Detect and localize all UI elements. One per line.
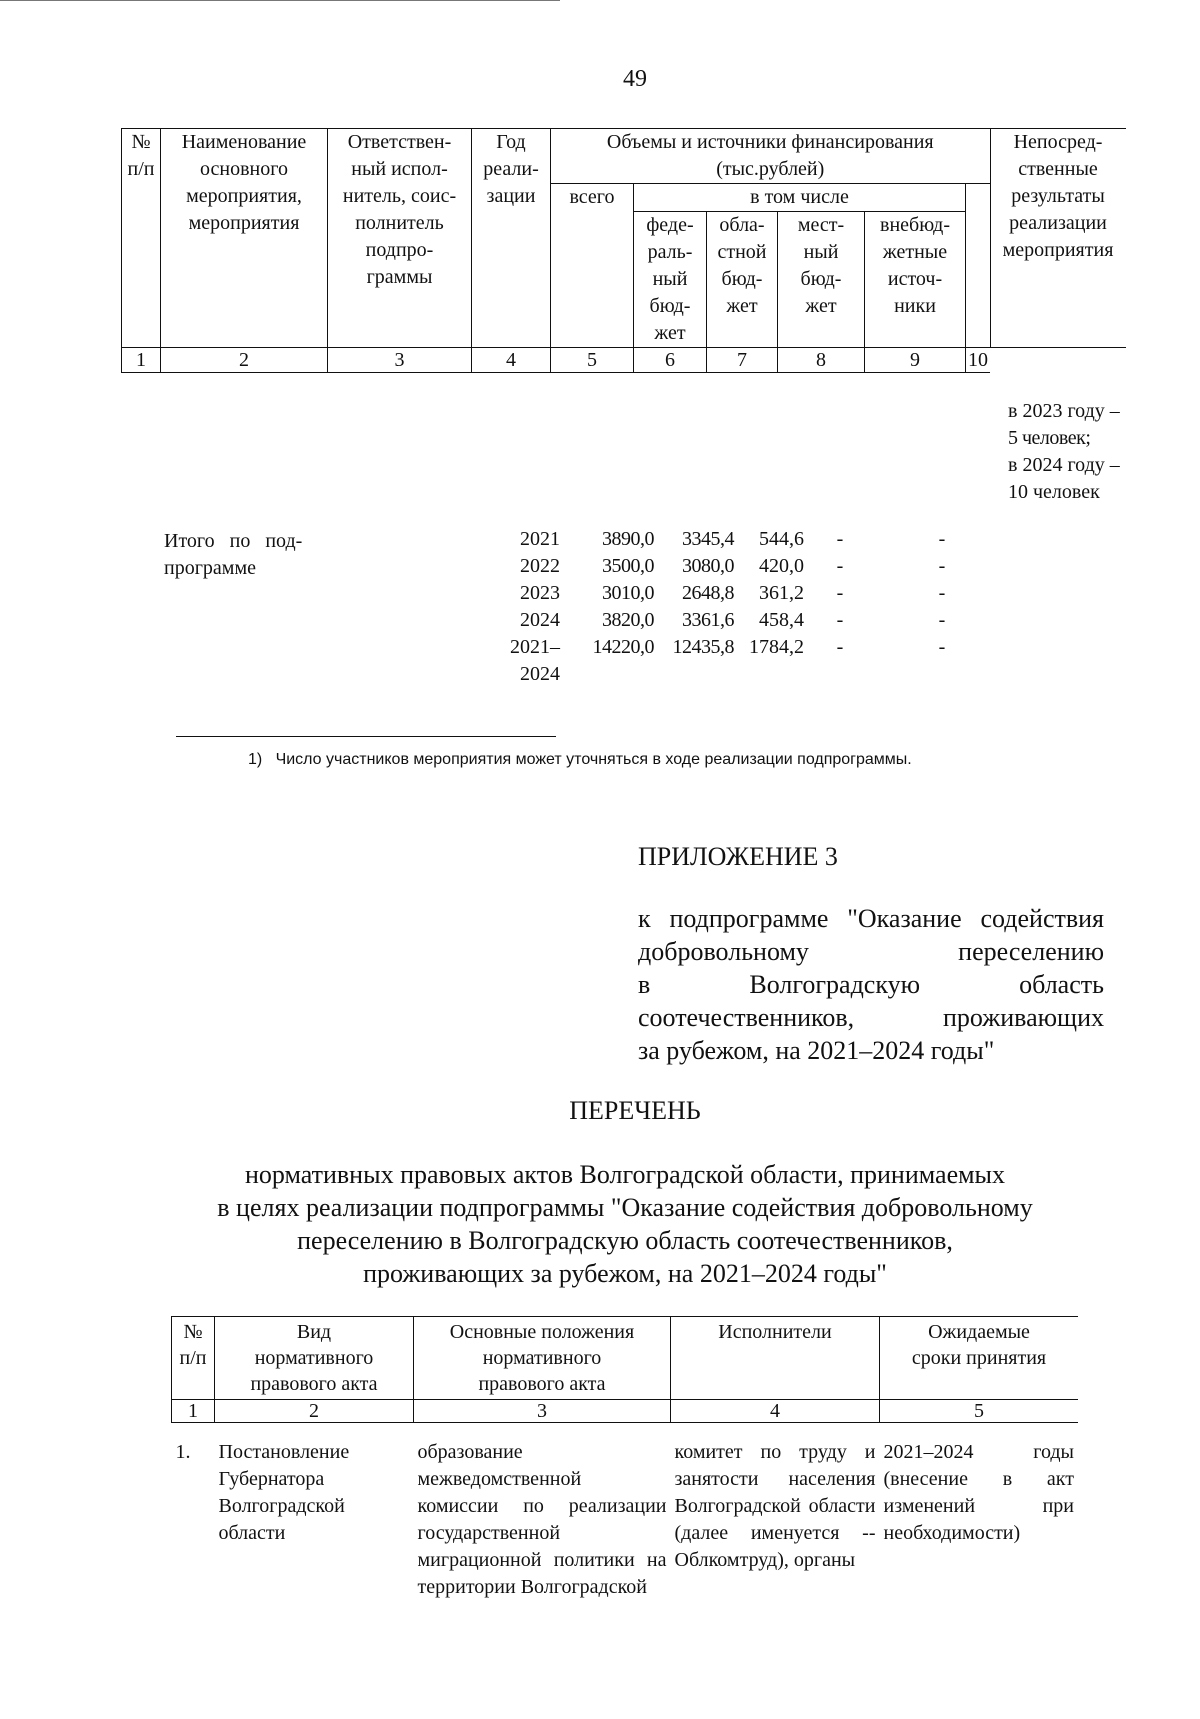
col-num-5: 5 xyxy=(551,348,634,373)
totals-federal: 3345,4 3080,0 2648,8 3361,6 12435,8 xyxy=(672,528,734,658)
col-num-7: 7 xyxy=(707,348,778,373)
col-num-10: 10 xyxy=(966,348,991,373)
list-subtitle: нормативных правовых актов Волгоградской области, принимаемых в целях реализации подпрограммы "Оказание содействия добровольному переселению в Волгоградскую область соотечественников, проживающих за рубежом, на 2021–2024 годы" xyxy=(217,1160,1033,1288)
row-executors: комитет по труду и занятости населения Волгоградской области (далее именуется -- Облкомтруд), органы xyxy=(674,1441,876,1571)
header-federal: феде- раль- ный бюд- жет xyxy=(634,212,707,348)
t2-header-terms: Ожидаемые сроки принятия xyxy=(880,1317,1079,1400)
header-responsible: Ответствен- ный испол- нитель, соис- полнитель подпро- граммы xyxy=(328,129,472,348)
t2-col-num-5: 5 xyxy=(880,1400,1079,1423)
list-title: ПЕРЕЧЕНЬ xyxy=(569,1096,701,1125)
page-number: 49 xyxy=(623,66,647,92)
financing-table-header xyxy=(121,128,1126,373)
top-rule xyxy=(0,0,560,1)
t2-col-num-3: 3 xyxy=(414,1400,671,1423)
col-num-9: 9 xyxy=(865,348,966,373)
appendix-title: ПРИЛОЖЕНИЕ 3 xyxy=(638,842,838,871)
row-provisions: образование межведомственной комиссии по реализации государственной миграционной политики на территории Волгоградской xyxy=(417,1441,667,1598)
totals-label: Итого по под- программе xyxy=(164,530,303,579)
col-num-4: 4 xyxy=(472,348,551,373)
t2-col-num-4: 4 xyxy=(671,1400,880,1423)
totals-total: 3890,0 3500,0 3010,0 3820,0 14220,0 xyxy=(592,528,654,658)
row-number: 1. xyxy=(175,1441,191,1463)
header-extra: внебюд- жетные источ- ники xyxy=(865,212,966,348)
footnote-rule xyxy=(176,736,556,737)
t2-header-number: № п/п xyxy=(172,1317,215,1400)
totals-regional: 544,6 420,0 361,2 458,4 1784,2 xyxy=(749,528,804,658)
header-event-name: Наименование основного мероприятия, мероприятия xyxy=(161,129,328,348)
col-num-1: 1 xyxy=(122,348,161,373)
totals-years: 2021 2022 2023 2024 2021– 2024 xyxy=(510,528,560,685)
t2-col-num-1: 1 xyxy=(172,1400,215,1423)
header-funding-group: Объемы и источники финансирования (тыс.рублей) xyxy=(551,129,991,184)
col-num-2: 2 xyxy=(161,348,328,373)
header-number: № п/п xyxy=(122,129,161,348)
footnote: 1) Число участников мероприятия может уточняться в ходе реализации подпрограммы. xyxy=(248,751,912,768)
header-regional: обла- стной бюд- жет xyxy=(707,212,778,348)
t2-header-provisions: Основные положения нормативного правового акта xyxy=(414,1317,671,1400)
header-local: мест- ный бюд- жет xyxy=(778,212,865,348)
col-num-8: 8 xyxy=(778,348,865,373)
t2-header-type: Вид нормативного правового акта xyxy=(215,1317,414,1400)
result-note: в 2023 году – 5 человек; в 2024 году – 10 человек xyxy=(1008,400,1120,503)
header-including: в том числе xyxy=(634,184,966,212)
totals-extra: - - - - - xyxy=(938,528,946,658)
row-act-type: Постановление Губернатора Волгоградской области xyxy=(218,1441,350,1544)
totals-local: - - - - - xyxy=(836,528,844,658)
table-row xyxy=(172,1423,1079,1602)
t2-header-executors: Исполнители xyxy=(671,1317,880,1400)
header-results: Непосред- ственные результаты реализации мероприятия xyxy=(990,129,1126,348)
col-num-6: 6 xyxy=(634,348,707,373)
acts-table xyxy=(171,1316,1078,1601)
header-year: Год реали- зации xyxy=(472,129,551,348)
appendix-subtitle: к подпрограмме "Оказание содействия добровольному переселению в Волгоградскую область соотечественников, проживающих за рубежом, на 2021–2024 годы" xyxy=(638,904,1104,1065)
header-total: всего xyxy=(551,184,634,348)
col-num-3: 3 xyxy=(328,348,472,373)
t2-col-num-2: 2 xyxy=(215,1400,414,1423)
row-terms: 2021–2024 годы (внесение в акт изменений при необходимости) xyxy=(883,1441,1074,1544)
